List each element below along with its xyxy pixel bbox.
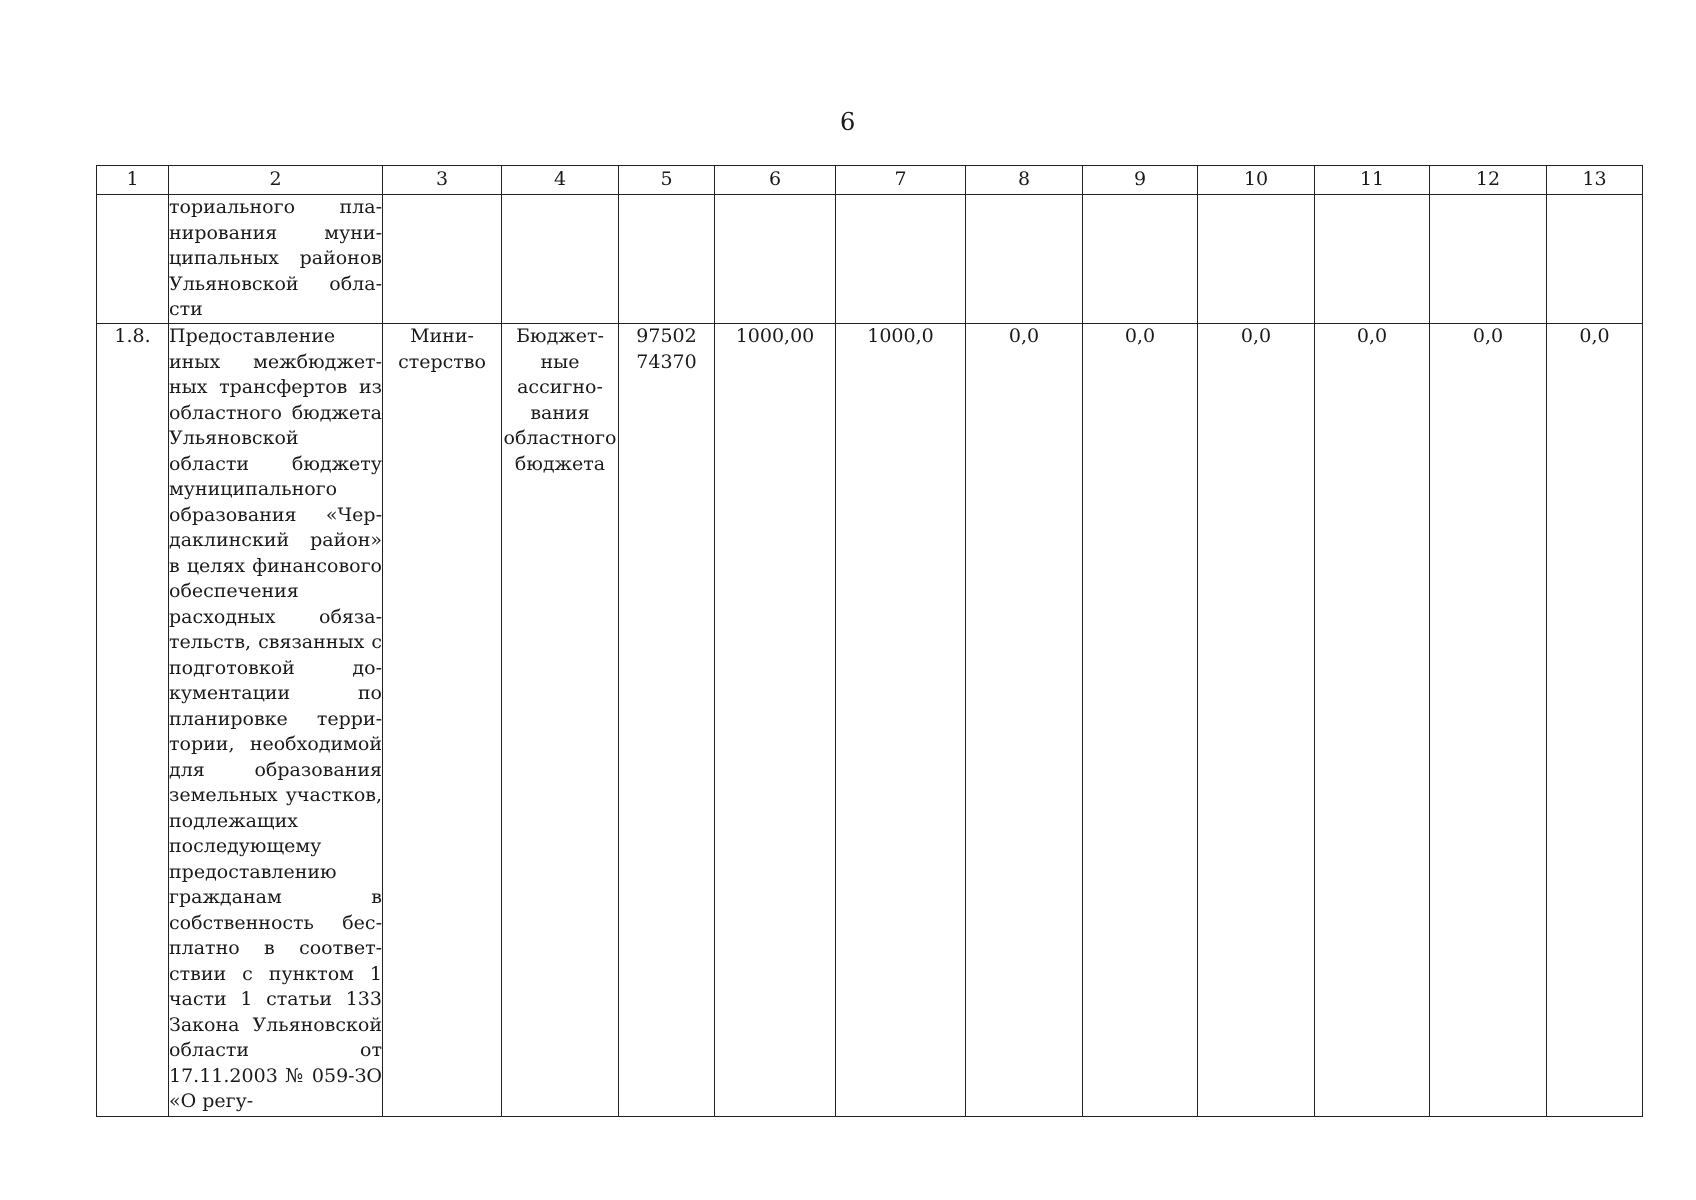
cell-empty — [1083, 195, 1198, 324]
cell-empty — [1430, 195, 1547, 324]
value-col-6: 1000,00 — [715, 324, 836, 1117]
value-col-9: 0,0 — [1083, 324, 1198, 1117]
cell-empty — [715, 195, 836, 324]
value-col-8: 0,0 — [966, 324, 1083, 1117]
value-col-7: 1000,0 — [836, 324, 966, 1117]
value-col-10: 0,0 — [1198, 324, 1315, 1117]
row-number-cell: 1.8. — [97, 324, 169, 1117]
cell-empty — [619, 195, 715, 324]
program-table — [96, 165, 1643, 1117]
column-header-11: 11 — [1315, 166, 1430, 195]
column-header-6: 6 — [715, 166, 836, 195]
table-row-1-8 — [97, 324, 1643, 1117]
column-number-row — [97, 166, 1643, 195]
budget-code-cell: 97502 74370 — [619, 324, 715, 1117]
cell-empty — [836, 195, 966, 324]
description-cell: Предоставление иных межбюджетных трансфертов из областного бюджета Ульяновской области бюджету муниципального образования «Чердаклинский район» в целях финансового обеспечения расходных обязательств, связанных с подготовкой документации по планировке территории, необходимой для образования земельных участков, подлежащих последующему предоставлению гражданам в собственность бесплатно в соответствии с пунктом 1 части 1 статьи 133 Закона Ульяновской области от 17.11.2003 № 059-ЗО «О регу- — [169, 324, 383, 1117]
cell-empty — [1198, 195, 1315, 324]
column-header-9: 9 — [1083, 166, 1198, 195]
column-header-1: 1 — [97, 166, 169, 195]
table-row-continued — [97, 195, 1643, 324]
column-header-2: 2 — [169, 166, 383, 195]
column-header-7: 7 — [836, 166, 966, 195]
value-col-13: 0,0 — [1547, 324, 1643, 1117]
page-number: 6 — [840, 108, 856, 136]
continued-description-cell: ториального планирования муниципальных районов Ульяновской области — [169, 195, 383, 324]
cell-empty — [966, 195, 1083, 324]
cell-empty — [1315, 195, 1430, 324]
cell-empty — [502, 195, 619, 324]
column-header-8: 8 — [966, 166, 1083, 195]
column-header-4: 4 — [502, 166, 619, 195]
cell-empty — [1547, 195, 1643, 324]
cell-empty — [97, 195, 169, 324]
column-header-13: 13 — [1547, 166, 1643, 195]
column-header-10: 10 — [1198, 166, 1315, 195]
funding-source-cell: Бюджетные ассигнования областного бюджета — [502, 324, 619, 1117]
value-col-11: 0,0 — [1315, 324, 1430, 1117]
value-col-12: 0,0 — [1430, 324, 1547, 1117]
cell-empty — [383, 195, 502, 324]
column-header-3: 3 — [383, 166, 502, 195]
column-header-5: 5 — [619, 166, 715, 195]
executor-cell: Министерство — [383, 324, 502, 1117]
column-header-12: 12 — [1430, 166, 1547, 195]
